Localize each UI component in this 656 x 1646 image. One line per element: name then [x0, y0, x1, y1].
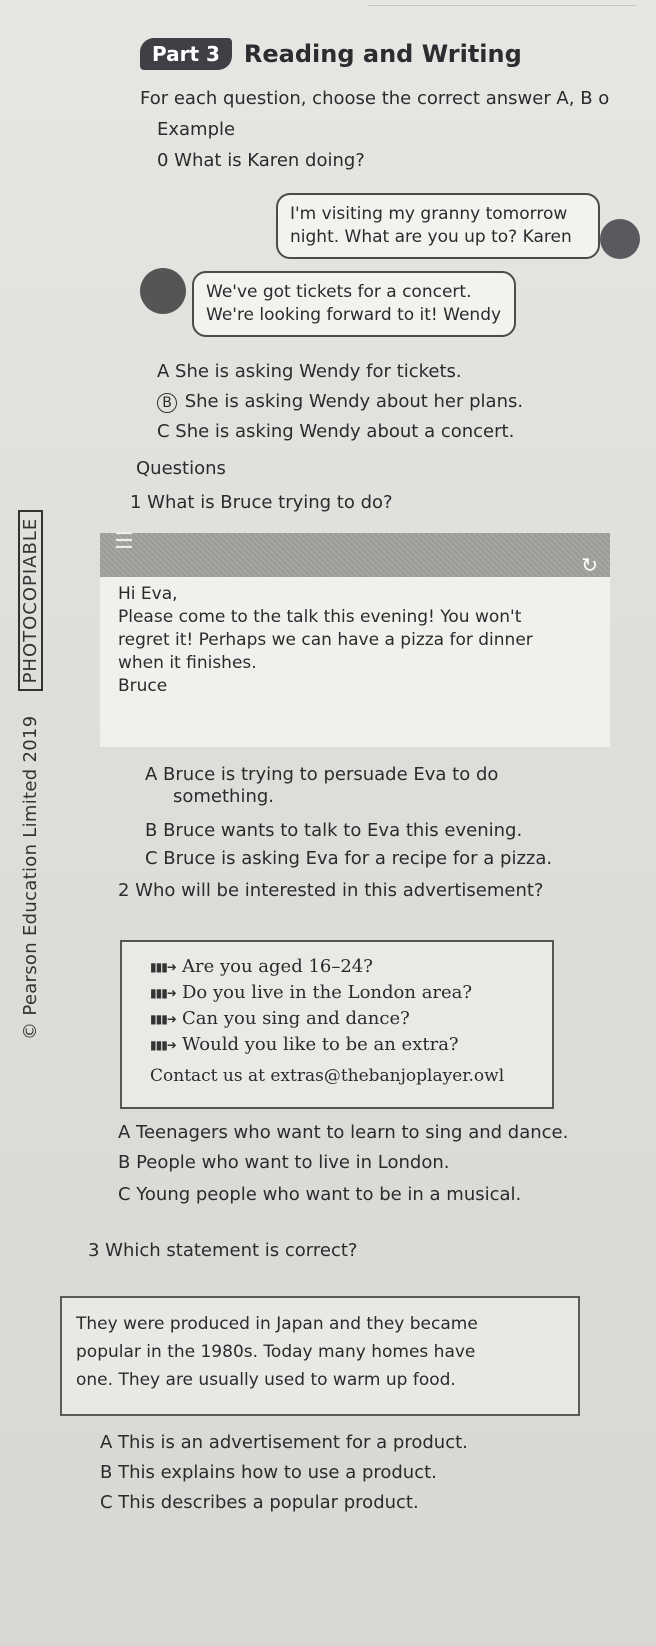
menu-icon: ☰	[114, 529, 134, 554]
q1-option-b[interactable]: B Bruce wants to talk to Eva this evening.	[145, 820, 523, 841]
example-option-b-text: She is asking Wendy about her plans.	[179, 391, 524, 412]
ad-line: Do you live in the London area?	[182, 982, 473, 1003]
q2-option-a[interactable]: A Teenagers who want to learn to sing and dance.	[118, 1122, 569, 1143]
example-option-b[interactable]	[157, 391, 523, 413]
top-rule	[368, 5, 636, 6]
q3-option-b[interactable]: B This explains how to use a product.	[100, 1462, 437, 1483]
q2-option-b[interactable]: B People who want to live in London.	[118, 1152, 450, 1173]
email-line: Bruce	[118, 676, 168, 696]
arrow-icon: ▮▮▮➜	[150, 1038, 176, 1052]
email-window	[100, 529, 610, 747]
q3-option-c[interactable]: C This describes a popular product.	[100, 1492, 419, 1513]
selected-answer-circle: B	[157, 393, 177, 413]
advertisement-box	[120, 940, 554, 1109]
example-heading: Example	[157, 119, 236, 140]
q2-option-c[interactable]: C Young people who want to be in a musical.	[118, 1184, 522, 1205]
ad-line: Would you like to be an extra?	[182, 1034, 459, 1055]
example-option-c[interactable]: C She is asking Wendy about a concert.	[157, 421, 515, 442]
statement-box	[60, 1296, 580, 1416]
email-line: Hi Eva,	[118, 584, 178, 604]
karen-message-line: I'm visiting my granny tomorrow	[290, 204, 568, 224]
q1-option-a[interactable]: A Bruce is trying to persuade Eva to do	[145, 764, 499, 785]
email-line: when it finishes.	[118, 653, 257, 673]
wendy-message-line: We're looking forward to it! Wendy	[206, 305, 502, 325]
arrow-icon: ▮▮▮➜	[150, 1012, 176, 1026]
q3-option-a[interactable]: A This is an advertisement for a product.	[100, 1432, 468, 1453]
arrow-icon: ▮▮▮➜	[150, 986, 176, 1000]
wendy-message-bubble	[192, 271, 516, 337]
photocopiable-label: PHOTOCOPIABLE	[18, 510, 43, 692]
karen-avatar	[600, 219, 640, 259]
ad-line: Can you sing and dance?	[182, 1008, 410, 1029]
question-1: 1 What is Bruce trying to do?	[130, 492, 393, 513]
email-line: regret it! Perhaps we can have a pizza for dinner	[118, 630, 533, 650]
part-badge: Part 3	[140, 38, 232, 70]
instruction-text: For each question, choose the correct answer A, B o	[140, 88, 610, 109]
question-3: 3 Which statement is correct?	[88, 1240, 358, 1261]
ad-line: Are you aged 16–24?	[182, 956, 373, 977]
refresh-icon: ↻	[581, 553, 598, 577]
karen-message-line: night. What are you up to? Karen	[290, 227, 572, 247]
page-title: Reading and Writing	[243, 40, 522, 68]
copyright-sidebar	[20, 510, 41, 1040]
email-line: Please come to the talk this evening! You won't	[118, 607, 522, 627]
statement-line: one. They are usually used to warm up food.	[76, 1370, 456, 1390]
email-body	[118, 583, 533, 698]
email-toolbar	[100, 529, 610, 577]
statement-line: popular in the 1980s. Today many homes have	[76, 1342, 476, 1362]
question-2: 2 Who will be interested in this advertisement?	[118, 880, 544, 901]
karen-message-bubble	[276, 193, 600, 259]
copyright-text: © Pearson Education Limited 2019	[20, 715, 41, 1040]
ad-contact: Contact us at extras@thebanjoplayer.owl	[150, 1066, 505, 1086]
q1-option-a-cont: something.	[173, 786, 275, 807]
questions-heading: Questions	[136, 458, 226, 479]
example-option-a[interactable]: A She is asking Wendy for tickets.	[157, 361, 462, 382]
q1-option-c[interactable]: C Bruce is asking Eva for a recipe for a pizza.	[145, 848, 553, 869]
wendy-avatar	[140, 268, 186, 314]
page-header	[140, 38, 522, 70]
wendy-message-line: We've got tickets for a concert.	[206, 282, 472, 302]
arrow-icon: ▮▮▮➜	[150, 960, 176, 974]
example-question: 0 What is Karen doing?	[157, 150, 365, 171]
statement-line: They were produced in Japan and they became	[76, 1314, 478, 1334]
